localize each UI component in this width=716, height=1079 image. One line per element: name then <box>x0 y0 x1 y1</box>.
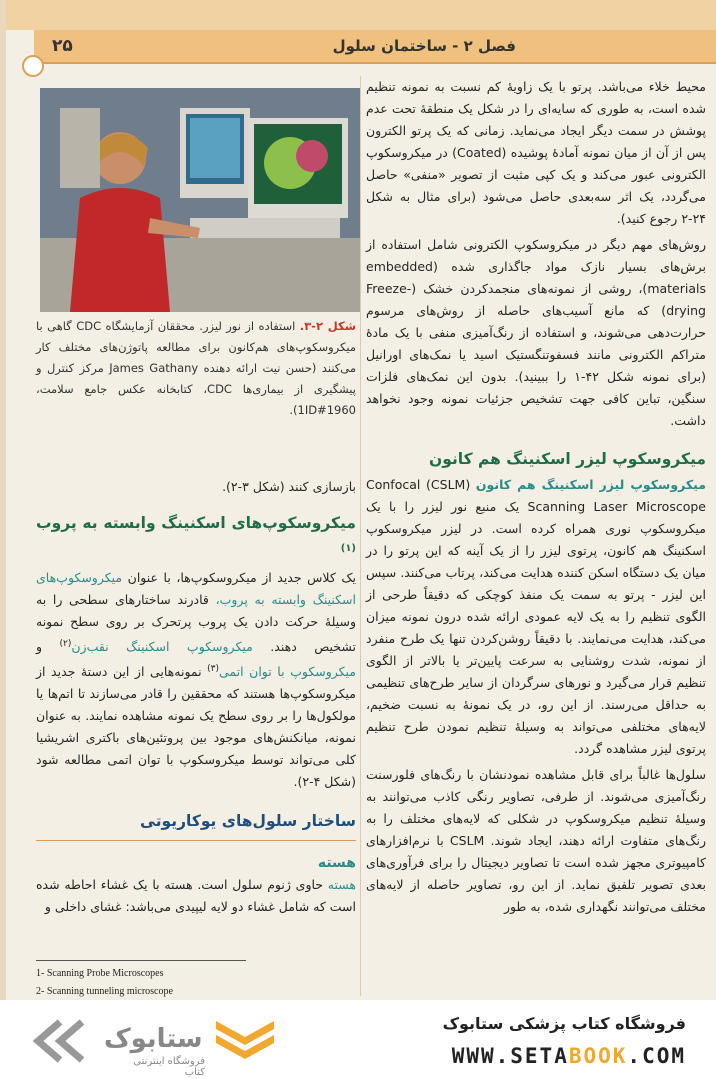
paragraph: محیط خلاء می‌باشد. پرتو با یک زاویهٔ کم نسبت به نمونه تنظیم شده است، به طوری که سایه‌ای را در شکل یک منطقهٔ تحت عدم پوشش در سمت دیگر ایجاد می‌نماید. زمانی که یک پرتو الکترون پس از آن از میان نمونه آمادهٔ پوشیده (Coated) در میکروسکوپ الکترونی عبور می‌کند و یک کپی مثبت از تصویر «منفی» حاصل می‌گردد، یک اثر سه‌بعدی حاصل می‌شود (برای مثال به شکل ۲۴-۲ رجوع کنید). <box>366 79 706 226</box>
intro-line: بازسازی کنند (شکل ۳-۲). <box>222 479 356 494</box>
probe-text: نمونه‌هایی از این دستهٔ جدید از میکروسکوپ‌ها هستند که محققین را قادر می‌سازند تا اتم‌ها یا مولکول‌ها را بر روی سطح یک نمونه مشاهده نمایند. به عنوان نمونه، میانکنش‌های موجود بین پروتئین‌های باکتری اشریشیا کلی می‌تواند توسط میکروسکوپ با توان اتمی مطالعه شود (شکل ۴-۲). <box>36 664 356 790</box>
store-footer <box>0 1000 716 1079</box>
url-suffix: .COM <box>627 1044 686 1068</box>
page-number: ۲۵ <box>52 36 73 56</box>
figure-caption-text: استفاده از نور لیزر. محققان آزمایشگاه CDC گاهی با میکروسکوپ‌های هم‌کانون برای مطالعه پاتوژن‌های مختلف کار می‌کنند (حسن نیت ارائه دهنده James Gathany مرکز کنترل و پیشگیری از بیماری‌ها CDC، کتابخانه عکس جامع سلامت، 1ID#1960). <box>36 319 357 417</box>
chapter-title: فصل ۲ - ساختمان سلول <box>332 37 516 55</box>
probe-text: قادرند ساختارهای سطحی را به وسیلهٔ حرکت دادن یک پروب پرتحرک بر روی سطح نمونه تشخیص دهند. <box>36 592 356 655</box>
footnote-ref: (۱) <box>340 543 356 554</box>
paragraph: سلول‌ها غالباً برای قابل مشاهده نمودنشان با رنگ‌های فلورسنت رنگ‌آمیزی می‌شوند. از طرفی، تصاویر رنگی کاذب می‌توانند به وسیلهٔ تنظیم میکروسکوپ در شکلی که لایه‌های مختلف را به رنگ‌های متفاوت ارائه دهند، ایجاد شوند. CSLM با نرم‌افزارهای کامپیوتری مجهز شده است تا تصاویر دیجیتال را برای فرآوری‌های بعدی تصویر تلفیق نماید. از این رو، تصاویر حاصله از لایه‌های مختلف می‌توانند نگهداری شده، به طور <box>366 767 707 914</box>
left-column <box>36 476 356 793</box>
section-heading-confocal: میکروسکوپ لیزر اسکنینگ هم کانون <box>429 450 706 468</box>
figure-photo <box>40 88 360 312</box>
right-column <box>366 76 706 918</box>
logo-subtitle: فروشگاه اینترنتی کتاب <box>133 1056 205 1078</box>
probe-text: یک کلاس جدید از میکروسکوپ‌ها، با عنوان <box>127 570 356 586</box>
footnotes <box>36 960 246 1000</box>
footnote-2: 2- Scanning tunneling microscope <box>36 986 173 997</box>
logo-word: ستابوک <box>104 1024 203 1054</box>
paragraph: روش‌های مهم دیگر در میکروسکوپ الکترونی شامل استفاده از برش‌های بسیار نازک مواد جاگذاری شده (embedded materials)، روشی از نمونه‌های منجمدکردن خشک (Freeze-drying) که مانع آسیب‌های حاصله از روش‌های مرسوم حرارت‌دهی می‌شوند، و استفاده از رنگ‌آمیزی منفی با یک مادهٔ متراکم الکترونی مانند فسفوتنگستیک اسید یا نمک‌های اورانیل (برای نمونه شکل ۴۲-۱ را ببینید). بدون این نمک‌های فلزات سنگین، تباین کافی جهت تشخیص جزئیات نمونه وجود نخواهد داشت. <box>366 237 706 428</box>
section-heading-probe <box>36 510 356 565</box>
confocal-abbr: (CSLM) <box>426 477 471 492</box>
probe-term: میکروسکوپ‌های اسکنینگ وابسته به پروب، <box>36 570 356 608</box>
column-divider <box>360 76 361 996</box>
binding-hole <box>22 55 44 77</box>
probe-text: و <box>36 639 60 655</box>
store-name: فروشگاه کتاب پزشکی ستابوک <box>442 1014 686 1033</box>
nucleus-text: حاوی ژنوم سلول است. هسته با یک غشاء احاطه شده است که شامل غشاء دو لایه لیپیدی می‌باشد: غشای داخلی و <box>36 877 356 914</box>
nucleus-paragraph <box>36 874 356 918</box>
footnote-ref: (۳) <box>207 664 220 675</box>
figure-caption <box>36 316 356 421</box>
header-top-band <box>0 0 716 30</box>
chevron-logo-icon <box>30 1018 100 1064</box>
stm-term: میکروسکوپ اسکنینگ نقب‌زن <box>71 639 253 655</box>
afm-term: میکروسکوپ با توان اتمی <box>219 664 356 680</box>
paragraph-confocal <box>366 474 706 760</box>
nucleus-term: هسته <box>327 877 356 892</box>
url-prefix: WWW.SETA <box>451 1044 569 1068</box>
section-heading-eukaryote: ساختار سلول‌های یوکاریوتی <box>140 812 356 830</box>
page-edge <box>0 0 6 1000</box>
footnote-ref: (۲) <box>59 639 72 650</box>
figure-label: شکل ۲-۳. <box>299 319 357 333</box>
nucleus-heading: هسته <box>317 855 356 871</box>
footnote-1: 1- Scanning Probe Microscopes <box>36 968 164 979</box>
nucleus-section <box>36 852 356 918</box>
probe-heading-text: میکروسکوپ‌های اسکنینگ وابسته به پروب <box>36 514 356 532</box>
confocal-term: میکروسکوپ لیزر اسکنینگ هم کانون <box>475 477 706 492</box>
store-url[interactable] <box>452 1044 686 1068</box>
photo-illustration <box>40 88 360 312</box>
confocal-english: Confocal Scanning Laser Microscope <box>366 477 706 514</box>
section-rule <box>36 840 356 841</box>
paragraph-probe <box>36 567 356 793</box>
book-logo-icon <box>212 1015 278 1067</box>
url-accent: BOOK <box>568 1044 628 1068</box>
store-logo-text <box>30 1016 205 1078</box>
confocal-text: یک منبع نور لیزر را با یک میکروسکوپ نوری همراه کرده است. در لیزر میکروسکوپ اسکنینگ هم کانون، پرتوی لیزر را از یک آینه که این پرتو را در میان یک دستگاه اسکن کننده هدایت می‌کند، پرتاب می‌کنند. سپس این لیزر - پرتو به سمت یک منفذ کوچکی که دقیقاً طرحی از الگوی تنظیم را به یک لایه عمودی ارائه شده درون نمونه میزان می‌کند، هدایت می‌نمایند. با دقیقاً روشن‌کردن تنها یک طرح منفرد از نمونه، شدت روشنایی به سرعت پایین‌تر یا بالاتر از الگوی تنظیم قرار می‌گیرد و نورهای سرگردان از سایر طرح‌های تنظیمی به حداقل می‌رسند. از این رو، در یک نمونهٔ به نسبت ضخیم، لایه‌های مختلفی می‌تواند به وسیلهٔ تنظیم نمودن طرح تنظیم پرتوی لیزر مشاهده گردد. <box>366 499 706 756</box>
